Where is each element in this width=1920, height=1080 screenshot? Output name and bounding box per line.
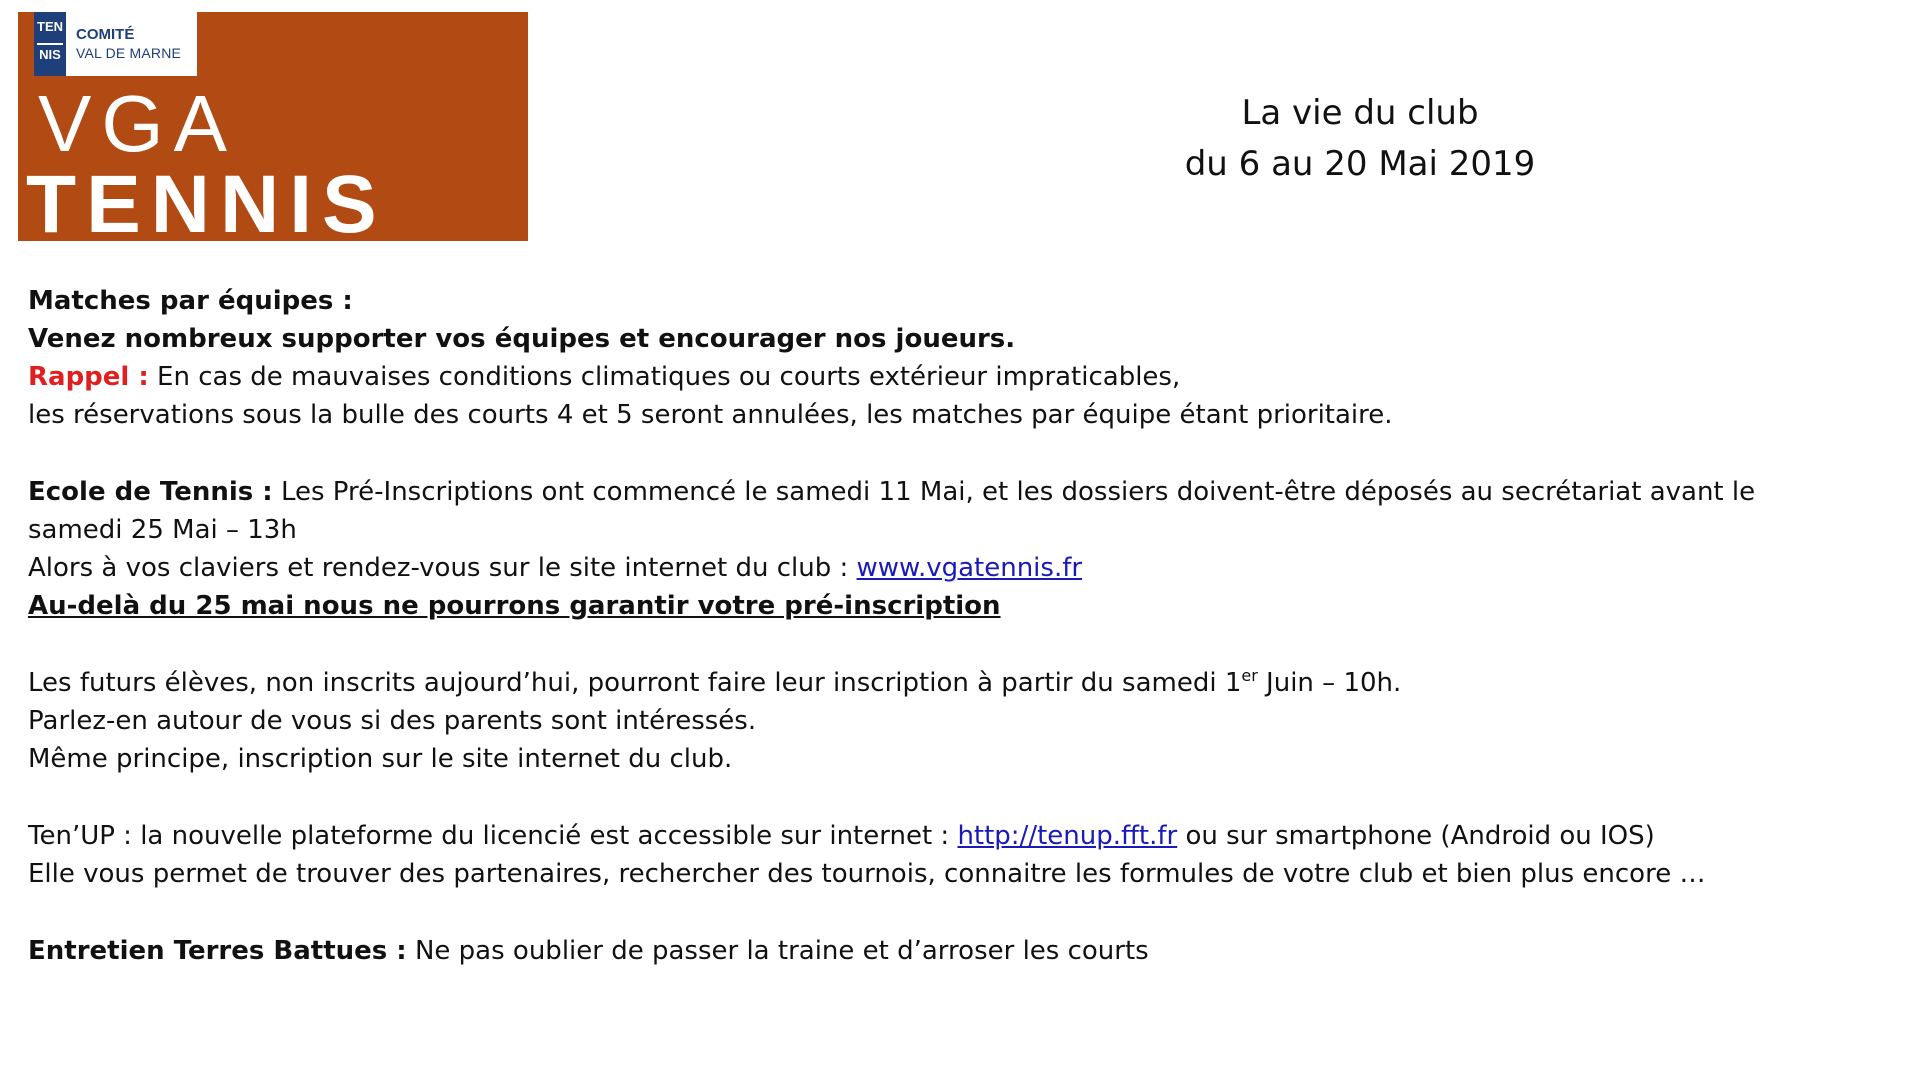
tenup-line-1: [28, 817, 1888, 855]
matches-heading: Matches par équipes :: [28, 286, 353, 316]
comite-label: [76, 26, 181, 62]
claviers-text: Alors à vos claviers et rendez-vous sur le site internet du club :: [28, 553, 857, 583]
page-dates: du 6 au 20 Mai 2019: [1184, 144, 1536, 184]
rappel-label: Rappel :: [28, 362, 149, 392]
entretien-line: [28, 932, 1888, 970]
claviers-line: [28, 549, 1888, 587]
tennis-badge-top: TEN: [37, 19, 63, 34]
futurs-text-after: Juin – 10h.: [1257, 668, 1402, 698]
futurs-line-3: Même principe, inscription sur le site internet du club.: [28, 744, 733, 774]
tenup-link[interactable]: http://tenup.fft.fr: [957, 821, 1178, 851]
brand-tennis: TENNIS: [26, 159, 387, 241]
futurs-line-1: [28, 664, 1888, 702]
matches-subheading: Venez nombreux supporter vos équipes et encourager nos joueurs.: [28, 324, 1016, 354]
comite-line2: VAL DE MARNE: [76, 45, 182, 61]
tennis-badge-icon: [34, 12, 66, 76]
tenup-text-before: Ten’UP : la nouvelle plateforme du licencié est accessible sur internet :: [28, 821, 958, 851]
rappel-text-2: les réservations sous la bulle des courts 4 et 5 seront annulées, les matches par équipe étant prioritaire.: [28, 400, 1393, 430]
comite-badge: [34, 12, 197, 76]
entretien-text: Ne pas oublier de passer la traine et d’arroser les courts: [406, 936, 1149, 966]
newsletter-content: [28, 282, 1888, 970]
futurs-text-before: Les futurs élèves, non inscrits aujourd’hui, pourront faire leur inscription à partir du samedi 1: [28, 668, 1242, 698]
tennis-badge-bottom: NIS: [39, 47, 61, 62]
ecole-label: Ecole de Tennis :: [28, 477, 273, 507]
comite-line1: COMITÉ: [76, 26, 135, 43]
page-title: La vie du club: [1241, 93, 1479, 133]
tenup-text-after: ou sur smartphone (Android ou IOS): [1177, 821, 1655, 851]
rappel-text: En cas de mauvaises conditions climatiques ou courts extérieur impraticables,: [148, 362, 1181, 392]
ecole-line: [28, 473, 1888, 511]
brand-vga: VGA: [38, 79, 237, 168]
vgatennis-site-link[interactable]: www.vgatennis.fr: [856, 553, 1083, 583]
ecole-text-2: samedi 25 Mai – 13h: [28, 515, 297, 545]
page-header: [1100, 88, 1620, 190]
futurs-superscript: er: [1241, 666, 1258, 685]
ecole-text-1: Les Pré-Inscriptions ont commencé le samedi 11 Mai, et les dossiers doivent-être déposés au secrétariat avant le: [272, 477, 1756, 507]
futurs-line-2: Parlez-en autour de vous si des parents sont intéressés.: [28, 706, 757, 736]
entretien-label: Entretien Terres Battues :: [28, 936, 407, 966]
inscription-warning: Au-delà du 25 mai nous ne pourrons garantir votre pré-inscription: [28, 591, 1001, 621]
tenup-line-2: Elle vous permet de trouver des partenaires, rechercher des tournois, connaitre les formules de votre club et bien plus encore …: [28, 859, 1706, 889]
rappel-line: [28, 358, 1888, 396]
vga-tennis-logo: [18, 12, 528, 241]
